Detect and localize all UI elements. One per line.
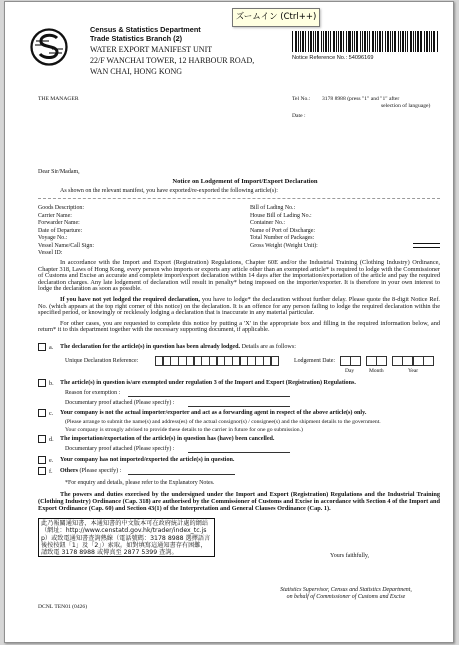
proof-label-b: Documentary proof attached (Please specify) : bbox=[65, 400, 175, 406]
department-logo-icon bbox=[29, 27, 69, 67]
others-fill-line bbox=[128, 474, 235, 475]
barcode-bar bbox=[405, 31, 406, 52]
option-a-text bbox=[60, 344, 296, 351]
tel-number-line bbox=[322, 96, 399, 103]
option-f-rest: (Please specify) : bbox=[77, 468, 122, 474]
day-digit-box bbox=[350, 356, 361, 366]
lodgement-date-label: Lodgement Date: bbox=[294, 358, 336, 364]
barcode-bar bbox=[302, 31, 304, 52]
barcode-bar bbox=[417, 31, 419, 52]
authorisation-paragraph: The powers and duties exercised by the undersigned under the Import and Export (Registration) Regulations and the Industrial Training (Clothing Industry) Ordinance (Cap. 318) are authorised by the Commissioner of Customs and Excise in accordance with Section 4 of the Import and Export Ordinance (Cap. 60) and Section 43(1) of the Interpretation and General Clauses Ordinance (Cap. 1). bbox=[38, 491, 440, 512]
barcode-bar bbox=[387, 31, 389, 52]
barcode-bar bbox=[402, 31, 404, 52]
barcode-bar bbox=[429, 31, 430, 52]
barcode-bar bbox=[298, 31, 299, 52]
option-f-bold: Others bbox=[60, 468, 78, 474]
option-d-text: The importation/exportation of the article(s) in question has (have) been cancelled. bbox=[60, 436, 275, 442]
barcode-bar bbox=[325, 31, 327, 52]
udr-boxes bbox=[155, 356, 278, 366]
addressee: THE MANAGER bbox=[38, 96, 79, 102]
field-vessel-id: Vessel ID: bbox=[38, 250, 63, 256]
notice-reference bbox=[292, 55, 373, 62]
option-letter-f: f. bbox=[49, 468, 53, 475]
barcode-bar bbox=[420, 31, 422, 52]
checkbox-c bbox=[38, 409, 46, 417]
notice-reference-label: Notice Reference No.: bbox=[292, 55, 348, 61]
signatory-title: Statistics Supervisor, Census and Statistics Department, bbox=[280, 587, 412, 593]
forwarder-note-2: Your company is strongly advised to provide these details to the carrier in future for one go submission.) bbox=[65, 427, 303, 433]
lodgement-year-boxes bbox=[392, 356, 433, 366]
tel-note: (press "1" and "1" after bbox=[347, 96, 400, 102]
lodgement-month-boxes bbox=[366, 356, 387, 366]
tel-number: 3178 8988 bbox=[322, 96, 346, 102]
department-name: Census & Statistics Department bbox=[90, 25, 201, 34]
barcode-bar bbox=[356, 31, 358, 52]
barcode-bar bbox=[300, 31, 301, 52]
footnote: *For enquiry and details, please refer to the Explanatory Notes. bbox=[65, 480, 215, 486]
barcode-bar bbox=[305, 31, 306, 52]
branch-name: Trade Statistics Branch (2) bbox=[90, 34, 183, 43]
barcode-bar bbox=[424, 31, 425, 52]
barcode-bar bbox=[379, 31, 381, 52]
barcode-bar bbox=[400, 31, 401, 52]
forwarder-note-1: (Please arrange to submit the name(s) and address(es) of the actual consignor(s) / consignee(s) and the shipment details to the government. bbox=[65, 419, 381, 425]
barcode-bar bbox=[433, 31, 435, 52]
date-month-label: Month bbox=[369, 368, 384, 374]
barcode-bar bbox=[364, 31, 366, 52]
barcode-bar bbox=[431, 31, 432, 52]
field-house-bill-of-lading: House Bill of Lading No.: bbox=[250, 212, 312, 219]
field-bill-of-lading: Bill of Lading No.: bbox=[250, 205, 296, 211]
barcode-bar bbox=[398, 31, 399, 52]
notice-body bbox=[38, 260, 440, 338]
barcode-bar bbox=[415, 31, 416, 52]
barcode-bar bbox=[321, 31, 322, 52]
field-goods-description: Goods Description: bbox=[38, 205, 84, 211]
paragraph-lodge-now bbox=[38, 297, 440, 317]
zoom-in-tooltip: ズームイン (Ctrl++) bbox=[232, 8, 320, 27]
double-rule-bottom bbox=[413, 247, 440, 248]
intro-text: As shown on the relevant manifest, you have exported/re-exported the following article(s): bbox=[60, 188, 278, 194]
field-port-of-discharge: Name of Port of Discharge: bbox=[250, 227, 315, 234]
field-container-no: Container No.: bbox=[250, 220, 286, 226]
udr-label: Unique Declaration Reference: bbox=[65, 358, 139, 364]
tel-label: Tel No.: bbox=[292, 96, 311, 102]
field-forwarder-name: Forwarder Name: bbox=[38, 220, 80, 226]
reason-for-exemption-label: Reason for exemption : bbox=[65, 390, 121, 396]
barcode-bar bbox=[317, 31, 319, 52]
separator-line bbox=[38, 198, 440, 199]
address-line-1: 22/F WANCHAI TOWER, 12 HARBOUR ROAD, bbox=[90, 56, 255, 65]
barcode-bar bbox=[338, 31, 339, 52]
reason-fill-line bbox=[128, 396, 290, 397]
date-day-label: Day bbox=[345, 368, 355, 374]
barcode-bar bbox=[336, 31, 337, 52]
barcode-bar bbox=[437, 31, 438, 52]
barcode-bar bbox=[328, 31, 329, 52]
barcode-bar bbox=[413, 31, 414, 52]
barcode-bar bbox=[315, 31, 316, 52]
notice-title: Notice on Lodgement of Import/Export Declaration bbox=[172, 178, 318, 185]
checkbox-a bbox=[38, 343, 46, 351]
field-carrier-name: Carrier Name: bbox=[38, 212, 72, 219]
proof-label-d: Documentary proof attached (Please specify) : bbox=[65, 446, 175, 452]
barcode-bar bbox=[372, 31, 374, 52]
barcode-bar bbox=[308, 31, 309, 52]
barcode-bar bbox=[354, 31, 355, 52]
field-total-packages: Total Number of Packages: bbox=[250, 235, 315, 241]
option-letter-c: c. bbox=[49, 410, 54, 417]
barcode-bar bbox=[333, 31, 335, 52]
lodgement-day-boxes bbox=[340, 356, 361, 366]
proof-fill-line-d bbox=[188, 452, 290, 453]
address-line-2: WAN CHAI, HONG KONG bbox=[90, 67, 182, 76]
barcode-bar bbox=[295, 31, 297, 52]
field-date-of-departure: Date of Departure: bbox=[38, 227, 83, 234]
proof-fill-line-b bbox=[188, 406, 290, 407]
option-letter-b: b. bbox=[49, 380, 54, 387]
tel-note-continued: selection of language) bbox=[381, 103, 431, 109]
barcode-bar bbox=[377, 31, 378, 52]
option-f-text bbox=[60, 468, 121, 475]
field-vessel-name: Vessel Name/Call Sign: bbox=[38, 242, 94, 249]
barcode-bar bbox=[392, 31, 393, 52]
paragraph-lodge-now-rest: you have to lodge* the declaration without further delay. Please quote the 8-digit Notice Ref. No. (which appears at the top right corner of this notice) on the declaration. It is an offence for any person failing to lodge the required declaration within the specified period, or knowingly or recklessly lodging a declaration that is inaccurate in any material particular. bbox=[38, 295, 440, 317]
barcode-bar bbox=[352, 31, 353, 52]
paragraph-regulations: In accordance with the Import and Export (Registration) Regulations, Chapter 60E and/or the Industrial Training (Clothing Industry) Ordinance, Chapter 318, Laws of Hong Kong, every person who imports or exports any article other than an exempted article* is required to lodge with the Commissioner of Customs and Excise an accurate and complete import/export declaration within 14 days after the importation/exportation of the article and pay the required declaration charges. Any late lodgement of declaration will result in penalty* being imposed on the importer/exporter. It is therefore in your own interest to lodge the declaration as soon as possible. bbox=[38, 259, 440, 293]
checkbox-b bbox=[38, 379, 46, 387]
barcode-bar bbox=[375, 31, 376, 52]
barcode-bar bbox=[343, 31, 344, 52]
barcode-bar bbox=[348, 31, 351, 52]
signatory-block bbox=[250, 587, 442, 601]
barcode-bar bbox=[360, 31, 361, 52]
closing: Yours faithfully, bbox=[330, 553, 370, 559]
udr-character-box bbox=[271, 356, 279, 366]
option-letter-e: e. bbox=[49, 457, 54, 464]
signatory-authority: on behalf of Commissioner of Customs and Excise bbox=[286, 594, 406, 600]
barcode-bar bbox=[340, 31, 342, 52]
barcode-bar bbox=[390, 31, 391, 52]
salutation: Dear Sir/Madam, bbox=[38, 169, 80, 175]
option-letter-a: a. bbox=[49, 344, 54, 351]
date-year-label: Year bbox=[408, 368, 419, 374]
option-a-bold: The declaration for the article(s) in question has been already lodged. bbox=[60, 344, 241, 350]
paragraph-other-cases: For other cases, you are requested to complete this notice by putting a 'X' in the appropriate box and filling in the required information below, and return* it to this department together with the necessary supporting document, if applicable. bbox=[38, 319, 440, 334]
barcode-bar bbox=[382, 31, 383, 52]
barcode-bar bbox=[346, 31, 347, 52]
field-gross-weight: Gross Weight (Weight Unit): bbox=[250, 242, 318, 249]
barcode-bar bbox=[323, 31, 324, 52]
barcode-bar bbox=[362, 31, 363, 52]
form-code: DCNL TEN01 (0426) bbox=[38, 604, 88, 610]
paragraph-lodge-now-lead: If you have not yet lodged the required declaration, bbox=[60, 295, 200, 303]
barcode-bar bbox=[292, 31, 293, 52]
checkbox-e bbox=[38, 456, 46, 464]
checkbox-d bbox=[38, 435, 46, 443]
field-voyage-no: Voyage No.: bbox=[38, 235, 68, 241]
barcode-bar bbox=[426, 31, 428, 52]
option-c-text: Your company is not the actual importer/exporter and act as a forwarding agent in respect of the above article(s) only. bbox=[60, 410, 367, 416]
checkbox-f bbox=[38, 467, 46, 475]
chinese-notice-box: 此乃報關通知書，本通知書的中文版本可在政府統計處的網站（網址：http://www.censtatd.gov.hk/trader/index_tc.jsp）或致電通知書查詢熱線（電話號碼：3178 8988 選擇語言後按按鈕「1」及「2」）索取。如對填寫這通知書存有困難，請致電 3178 8988 或傳真至 2877 5399 查詢。 bbox=[38, 518, 215, 557]
barcode-bar bbox=[407, 31, 408, 52]
barcode-bar bbox=[310, 31, 312, 52]
barcode-bar bbox=[394, 31, 396, 52]
month-digit-box bbox=[376, 356, 387, 366]
date-label: Date : bbox=[292, 113, 306, 119]
double-rule-top bbox=[413, 243, 440, 244]
barcode bbox=[292, 31, 440, 52]
notice-reference-number: 54096169 bbox=[348, 55, 374, 61]
barcode-bar bbox=[313, 31, 314, 52]
barcode-bar bbox=[369, 31, 370, 52]
option-letter-d: d. bbox=[49, 436, 54, 443]
option-a-rest: Details are as follows: bbox=[240, 344, 296, 350]
barcode-bar bbox=[367, 31, 368, 52]
year-digit-box bbox=[423, 356, 434, 366]
option-b-text: The article(s) in question is/are exempted under regulation 3 of the Import and Export (Registration) Regulations. bbox=[60, 380, 356, 386]
barcode-bar bbox=[330, 31, 331, 52]
unit-name: WATER EXPORT MANIFEST UNIT bbox=[90, 45, 213, 54]
barcode-bar bbox=[385, 31, 386, 52]
option-e-text: Your company has not imported/exported the article(s) in question. bbox=[60, 457, 235, 463]
barcode-bar bbox=[410, 31, 412, 52]
